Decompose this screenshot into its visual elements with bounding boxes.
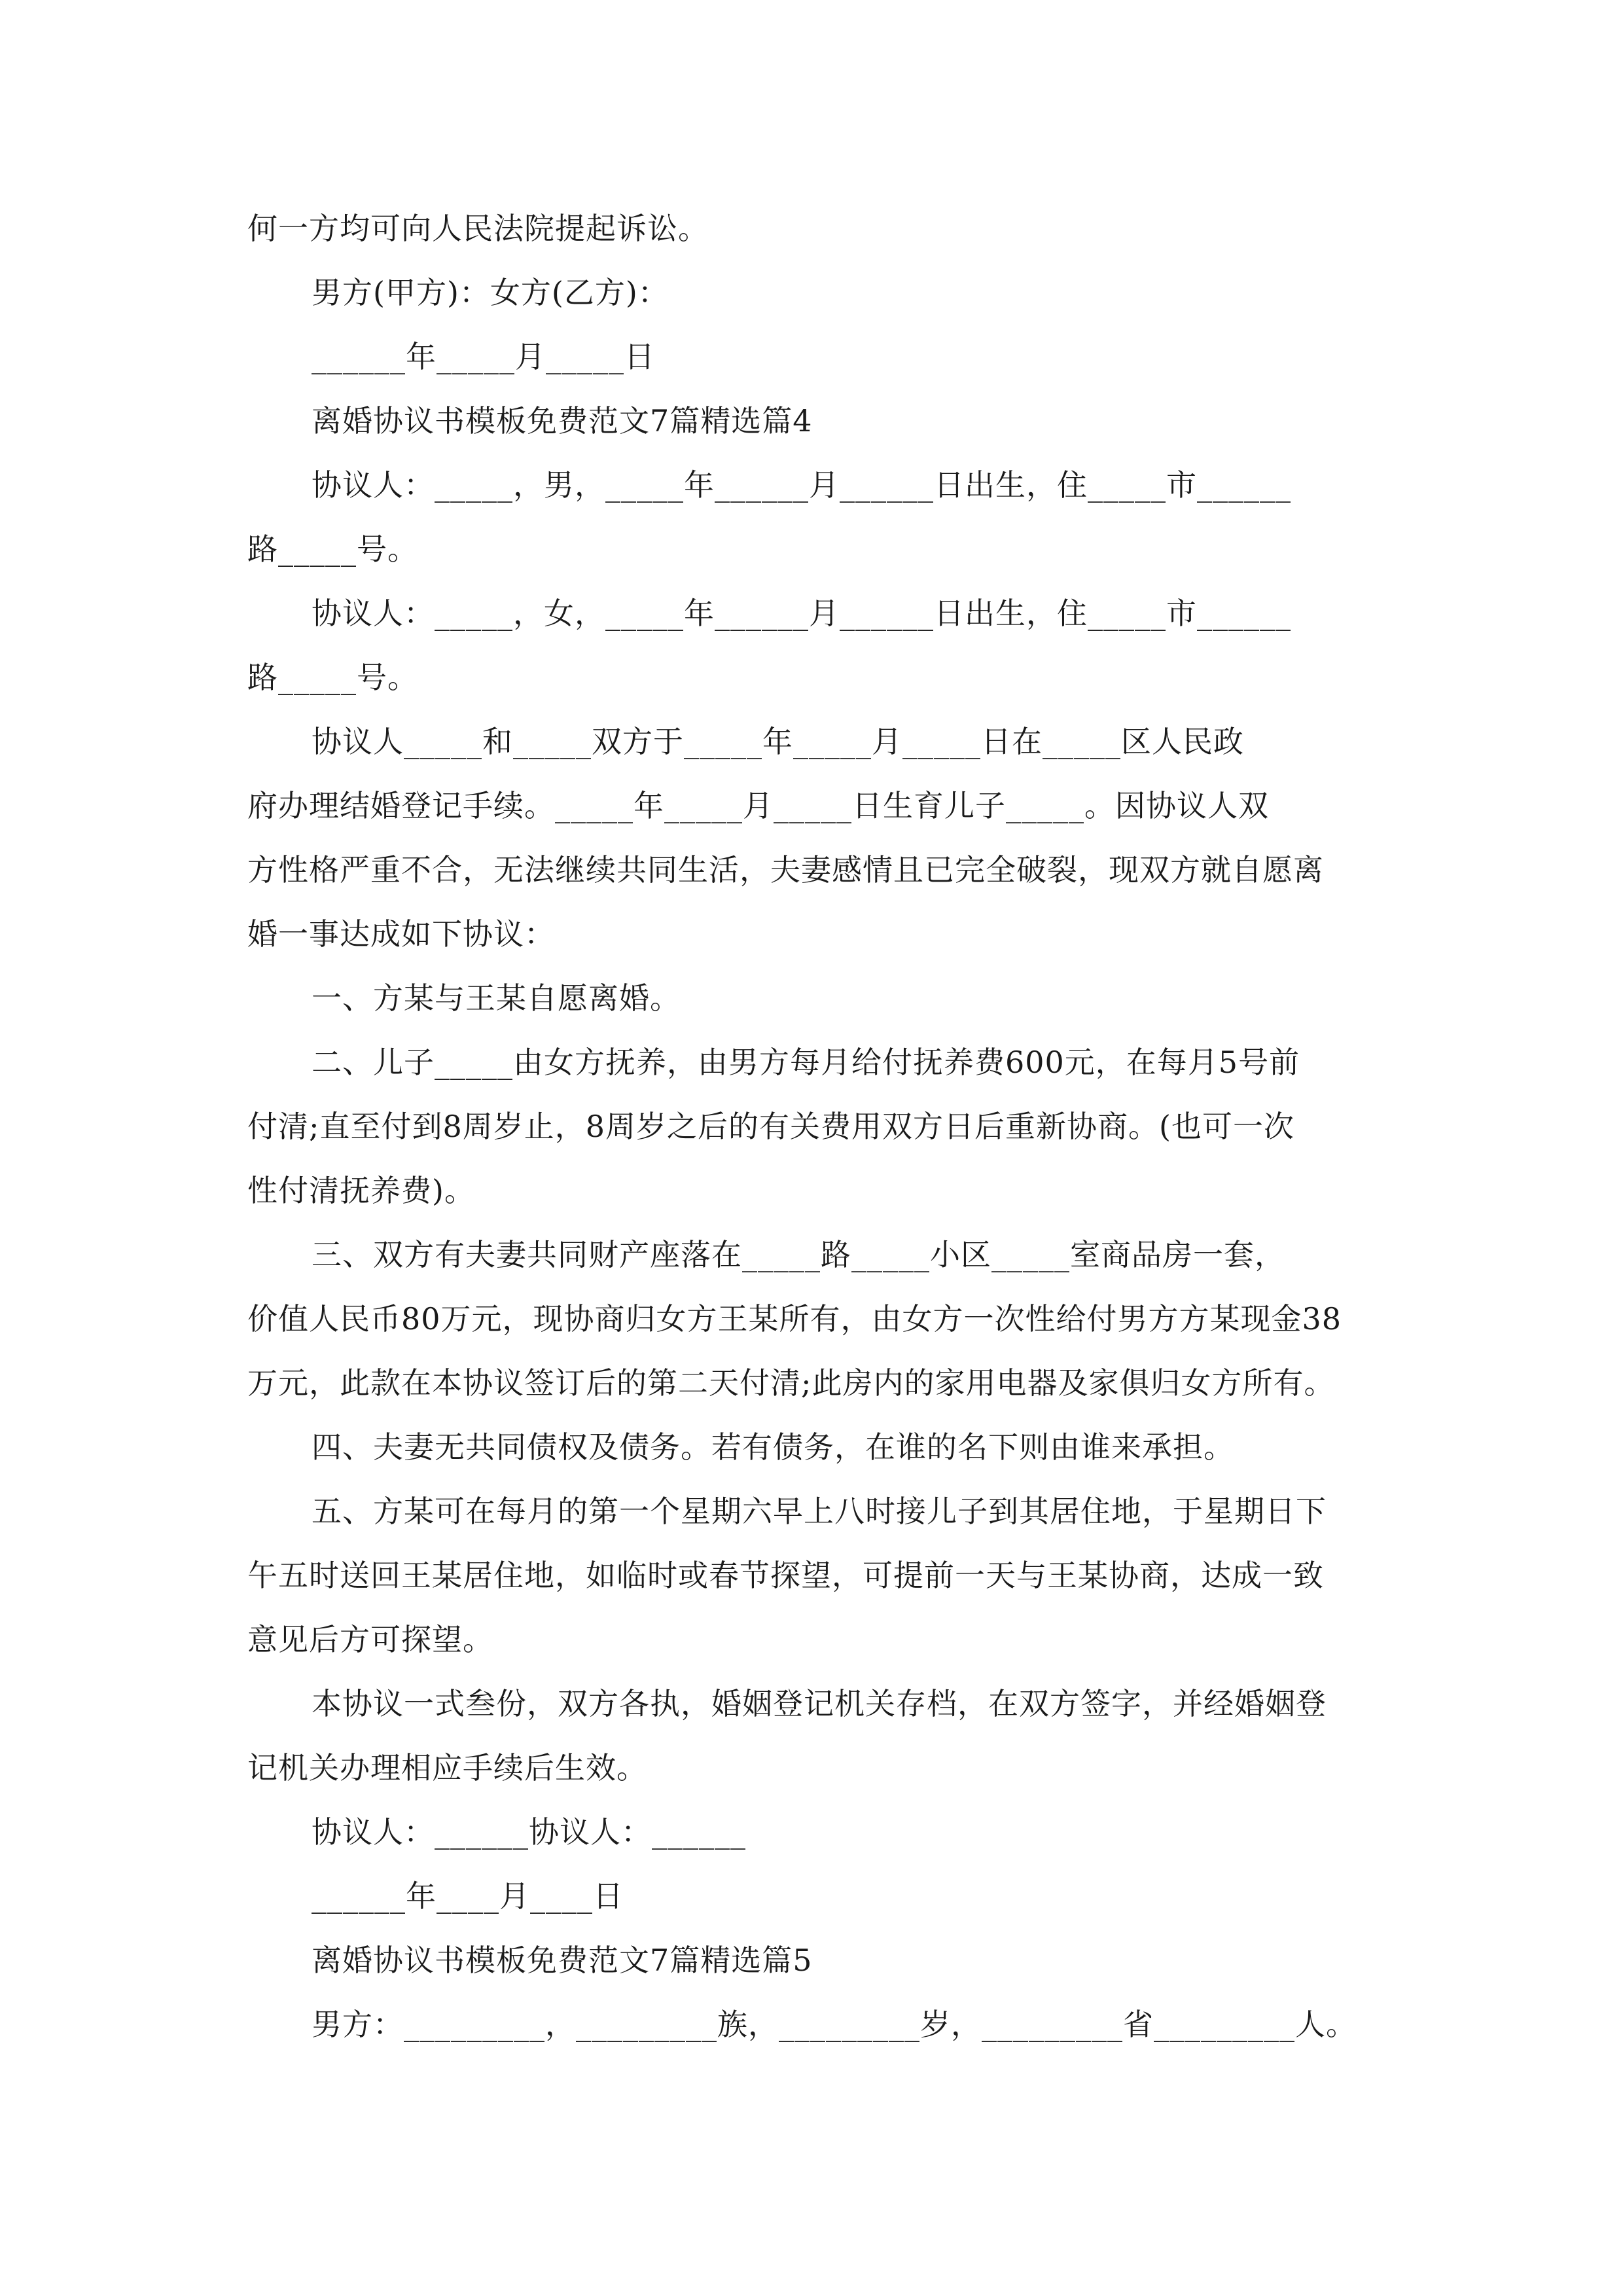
text-line: 何一方均可向人民法院提起诉讼。: [247, 211, 709, 246]
text-line: 三、双方有夫妻共同财产座落在_____路_____小区_____室商品房一套，: [312, 1237, 1285, 1272]
text-line: 路_____号。: [247, 660, 418, 695]
text-line: 万元，此款在本协议签订后的第二天付清;此房内的家用电器及家俱归女方所有。: [247, 1365, 1335, 1401]
text-line: 协议人_____和_____双方于_____年_____月_____日在_____区人民政: [312, 724, 1244, 759]
document-body: [247, 196, 1386, 2056]
text-line: 协议人：_____，男，_____年______月______日出生，住_____市______: [312, 467, 1291, 503]
text-line: 付清;直至付到8周岁止，8周岁之后的有关费用双方日后重新协商。(也可一次: [247, 1109, 1294, 1144]
text-line: 本协议一式叁份，双方各执，婚姻登记机关存档，在双方签字，并经婚姻登: [312, 1686, 1327, 1721]
text-line: 离婚协议书模板免费范文7篇精选篇4: [312, 403, 813, 439]
text-line: 价值人民币80万元，现协商归女方王某所有，由女方一次性给付男方方某现金38: [247, 1301, 1342, 1336]
text-line: 男方：_________，_________族，_________岁，_________省_________人。: [312, 2007, 1357, 2042]
text-line: 男方(甲方)：女方(乙方)：: [312, 275, 669, 310]
text-line: 离婚协议书模板免费范文7篇精选篇5: [312, 1943, 813, 1978]
text-line: 五、方某可在每月的第一个星期六早上八时接儿子到其居住地，于星期日下: [312, 1494, 1327, 1529]
text-line: 性付清抚养费)。: [247, 1173, 475, 1208]
text-line: 一、方某与王某自愿离婚。: [312, 980, 681, 1016]
text-line: ______年____月____日: [312, 1878, 624, 1914]
text-line: 路_____号。: [247, 531, 418, 567]
text-line: 协议人：______协议人：______: [312, 1814, 746, 1850]
text-line: 记机关办理相应手续后生效。: [247, 1750, 647, 1785]
text-line: ______年_____月_____日: [312, 339, 655, 374]
text-line: 午五时送回王某居住地，如临时或春节探望，可提前一天与王某协商，达成一致: [247, 1558, 1324, 1593]
text-line: 四、夫妻无共同债权及债务。若有债务，在谁的名下则由谁来承担。: [312, 1429, 1234, 1465]
text-line: 方性格严重不合，无法继续共同生活，夫妻感情且已完全破裂，现双方就自愿离: [247, 852, 1324, 888]
text-line: 意见后方可探望。: [247, 1622, 493, 1657]
text-line: 二、儿子_____由女方抚养，由男方每月给付抚养费600元，在每月5号前: [312, 1045, 1300, 1080]
text-line: 协议人：_____，女，_____年______月______日出生，住_____市______: [312, 596, 1291, 631]
text-line: 府办理结婚登记手续。_____年_____月_____日生育儿子_____。因协议人双: [247, 788, 1269, 823]
text-line: 婚一事达成如下协议：: [247, 916, 555, 952]
